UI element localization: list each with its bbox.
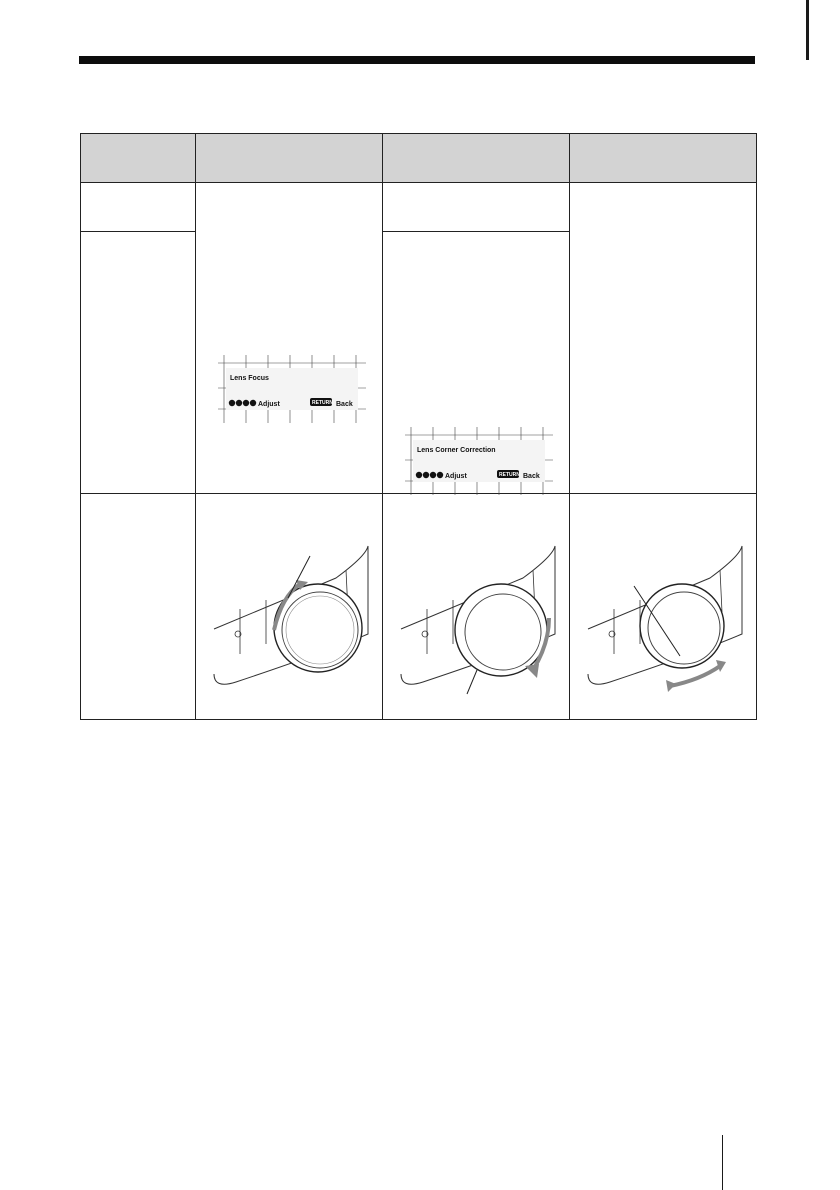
lens-corner-osd: [403, 425, 555, 497]
row-label-cell: [81, 232, 196, 494]
osd-title: Lens Corner Correction: [417, 447, 496, 454]
footer-divider: [722, 1135, 723, 1190]
osd-adjust-label: Adjust: [445, 473, 467, 480]
header-cell-2: [196, 134, 383, 183]
lens-adjustment-table: [80, 133, 757, 720]
shift-ring-illustration-cell: [570, 494, 757, 720]
lens-focus-cell: [196, 183, 383, 494]
small-cell: [383, 183, 570, 232]
header-cell-1: [81, 134, 196, 183]
lens-corner-cell: [383, 232, 570, 494]
return-button-label: RETURN: [312, 400, 333, 406]
row-label-cell: [81, 494, 196, 720]
table-row: [81, 183, 757, 232]
table-row: [81, 494, 757, 720]
osd-back-label: Back: [336, 401, 353, 408]
blank-cell: [570, 183, 757, 494]
projector-lens-icon: [570, 494, 756, 718]
section-tab-marker: [806, 0, 809, 60]
header-cell-4: [570, 134, 757, 183]
projector-lens-icon: [196, 494, 382, 718]
corner-ring-illustration-cell: [383, 494, 570, 720]
focus-ring-illustration-cell: [196, 494, 383, 720]
osd-title: Lens Focus: [230, 375, 269, 382]
projector-lens-icon: [383, 494, 569, 718]
table-header-row: [81, 134, 757, 183]
osd-back-label: Back: [523, 473, 540, 480]
return-button-label: RETURN: [499, 472, 520, 478]
osd-adjust-label: Adjust: [258, 401, 280, 408]
row-label-cell: [81, 183, 196, 232]
header-cell-3: [383, 134, 570, 183]
header-rule: [79, 56, 755, 64]
lens-focus-osd: [216, 353, 368, 425]
